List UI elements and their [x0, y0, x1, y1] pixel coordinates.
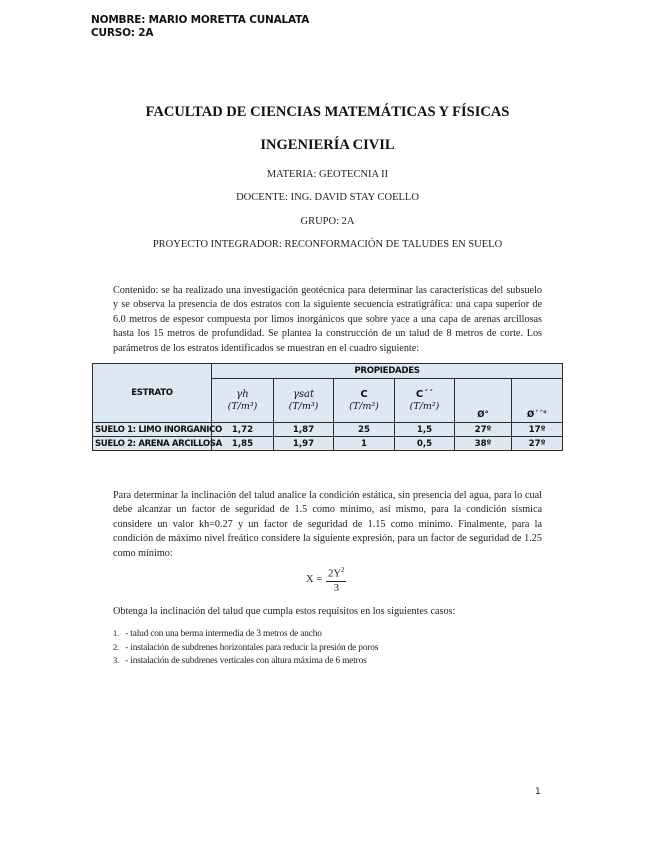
analysis-paragraph: Para determinar la inclinación del talud analice la condición estática, sin presencia del agua, para lo cual debe alcanzar un factor de seguridad de 1.5 como mínimo, así mismo, para la condición sísmica considere un valor kh=0.27 y un factor de seguridad de 1.15 como mínimo. Finalmente, para la condición de máximo nivel freático considere la siguiente expresión, para un factor de seguridad de 1.25 como mínimo:: [113, 490, 542, 559]
column-header-gamma-h: [212, 379, 274, 423]
teacher-line: DOCENTE: ING. DAVID STAY COELLO: [236, 192, 419, 203]
career-title: INGENIERÍA CIVIL: [260, 137, 395, 153]
column-symbol: γh: [236, 388, 249, 400]
column-header-c: [334, 379, 395, 423]
table-cell: 1,85: [212, 437, 274, 451]
subject-line: MATERIA: GEOTECNIA II: [266, 169, 389, 180]
table-row: [93, 437, 563, 451]
table-cell: 1,5: [395, 423, 455, 437]
table-cell: 1,72: [212, 423, 274, 437]
column-header-phi-prime: Ø´´°: [512, 379, 563, 423]
list-item: [113, 627, 378, 641]
formula-lhs: X =: [306, 574, 323, 586]
estrato-header: ESTRATO: [93, 364, 212, 423]
table-cell: 25: [334, 423, 395, 437]
table-cell: 27º: [455, 423, 512, 437]
column-unit: (T/m²): [349, 400, 379, 412]
row-label: SUELO 2: ARENA ARCILLOSA: [93, 437, 212, 451]
row-label: SUELO 1: LIMO INORGANICO: [93, 423, 212, 437]
list-item: [113, 641, 378, 655]
case-text: - talud con una berma intermedia de 3 metros de ancho: [125, 629, 322, 639]
formula-exponent: 2: [340, 566, 345, 574]
formula-numerator-base: 2Y: [328, 568, 341, 580]
table-cell: 1,87: [274, 423, 334, 437]
propiedades-header: PROPIEDADES: [212, 364, 563, 379]
cases-list: [113, 627, 378, 668]
formula-numerator: [326, 566, 346, 582]
table-row: [93, 423, 563, 437]
column-unit: (T/m²): [409, 400, 440, 412]
column-header-c-prime: [395, 379, 455, 423]
soil-properties-table: [92, 363, 563, 451]
student-header: [91, 14, 309, 40]
page-number: 1: [535, 787, 541, 797]
case-number: 2.: [113, 641, 120, 652]
water-table-formula: [306, 566, 346, 594]
column-symbol: γsat: [292, 388, 315, 400]
group-line: GRUPO: 2A: [300, 216, 355, 227]
faculty-title: FACULTAD DE CIENCIAS MATEMÁTICAS Y FÍSICAS: [145, 104, 510, 120]
table-cell: 38º: [455, 437, 512, 451]
case-text: - instalación de subdrenes verticales con altura máxima de 6 metros: [125, 656, 367, 666]
case-text: - instalación de subdrenes horizontales para reducir la presión de poros: [125, 642, 379, 653]
case-number: 1.: [113, 628, 120, 638]
case-number: 3.: [113, 655, 120, 665]
column-unit: (T/m³): [227, 400, 258, 412]
column-header-phi: Ø°: [455, 379, 512, 423]
student-name: NOMBRE: MARIO MORETTA CUNALATA: [91, 14, 310, 26]
column-symbol: C: [360, 388, 368, 400]
content-paragraph: Contenido: se ha realizado una investigación geotécnica para determinar las características del subsuelo y se observa la presencia de dos estratos con la siguiente secuencia estratigráfica: una capa superior de 6.0 metros de espesor compuesta por limos inorgánicos que sobre yace a una capa de arenas arcillosas hasta los 15 metros de profundidad. Se plantea la construcción de un talud de 8 metros de corte. Los parámetros de los estratos identificados se muestran en el cuadro siguiente:: [113, 285, 542, 354]
project-line: PROYECTO INTEGRADOR: RECONFORMACIÓN DE TALUDES EN SUELO: [152, 239, 503, 250]
table-cell: 17º: [512, 423, 563, 437]
formula-denominator: 3: [333, 582, 339, 594]
formula-fraction: [326, 566, 346, 594]
list-item: [113, 654, 378, 668]
table-cell: 27º: [512, 437, 563, 451]
column-symbol: C´´: [415, 388, 434, 400]
table-cell: 1,97: [274, 437, 334, 451]
table-cell: 0,5: [395, 437, 455, 451]
column-unit: (T/m³): [288, 400, 319, 412]
question-text: Obtenga la inclinación del talud que cumpla estos requisitos en los siguientes casos:: [113, 606, 456, 617]
student-course: CURSO: 2A: [91, 27, 154, 39]
table-cell: 1: [334, 437, 395, 451]
column-header-gamma-sat: [274, 379, 334, 423]
